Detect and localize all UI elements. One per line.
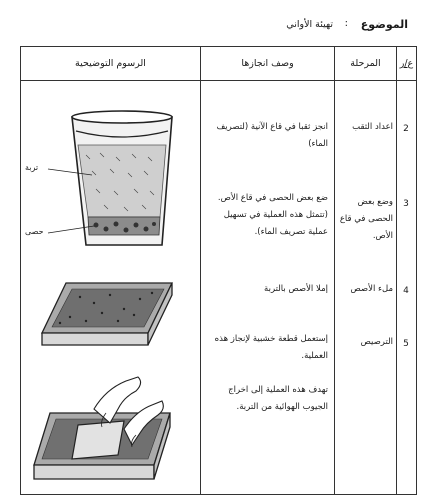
label-gravel: حصى — [25, 227, 44, 236]
table-body-row — [21, 81, 417, 495]
steps-table — [20, 46, 417, 495]
column-header-figures: الرسوم التوضيحية — [21, 47, 201, 81]
desc-drilling: انجز ثقبا في قاع الآنية (لتصريف الماء) — [216, 122, 328, 149]
stage-filling: ملء الأصص — [350, 284, 393, 294]
number-column — [397, 81, 417, 495]
description-column — [201, 81, 335, 495]
page-header — [20, 14, 408, 36]
stage-drilling: اعداد الثقب — [352, 122, 393, 132]
subject-label: الموضوع — [360, 18, 408, 31]
column-header-description: وصف انجازها — [201, 47, 335, 81]
row-number-5: 5 — [403, 339, 409, 349]
stage-column — [335, 81, 397, 495]
row-number-2: 2 — [403, 124, 409, 134]
figures-column — [21, 81, 201, 495]
row-number-3: 3 — [403, 199, 409, 209]
table-header-row — [21, 47, 417, 81]
subject-colon: : — [344, 18, 348, 29]
stage-compacting: الترصيص — [360, 337, 393, 347]
column-header-number: ع/ر — [397, 47, 417, 81]
desc-filling: إملا الأصص بالتربة — [264, 284, 328, 294]
subject-value: تهيئة الأواني — [286, 19, 333, 30]
figure-compacting — [21, 369, 200, 489]
desc-compacting: إستعمل قطعة خشبية لإنجاز هذه العملية. — [214, 334, 328, 361]
label-soil: تربة — [25, 163, 39, 172]
figure-soil-box — [21, 273, 200, 353]
desc-gravel: ضع بعض الحصى في قاع الأص. (تتمثل هذه العملية في تسهيل عملية تصريف الماء). — [217, 193, 328, 237]
column-header-stage: المرحلة — [335, 47, 397, 81]
figure-pot — [21, 105, 200, 255]
stage-gravel: وضع بعض الحصى في قاع الأص. — [339, 197, 393, 241]
desc-compacting-purpose: تهدف هذه العملية إلى اخراج الجيوب الهوائية من التربة. — [228, 385, 328, 412]
row-number-4: 4 — [403, 286, 409, 296]
